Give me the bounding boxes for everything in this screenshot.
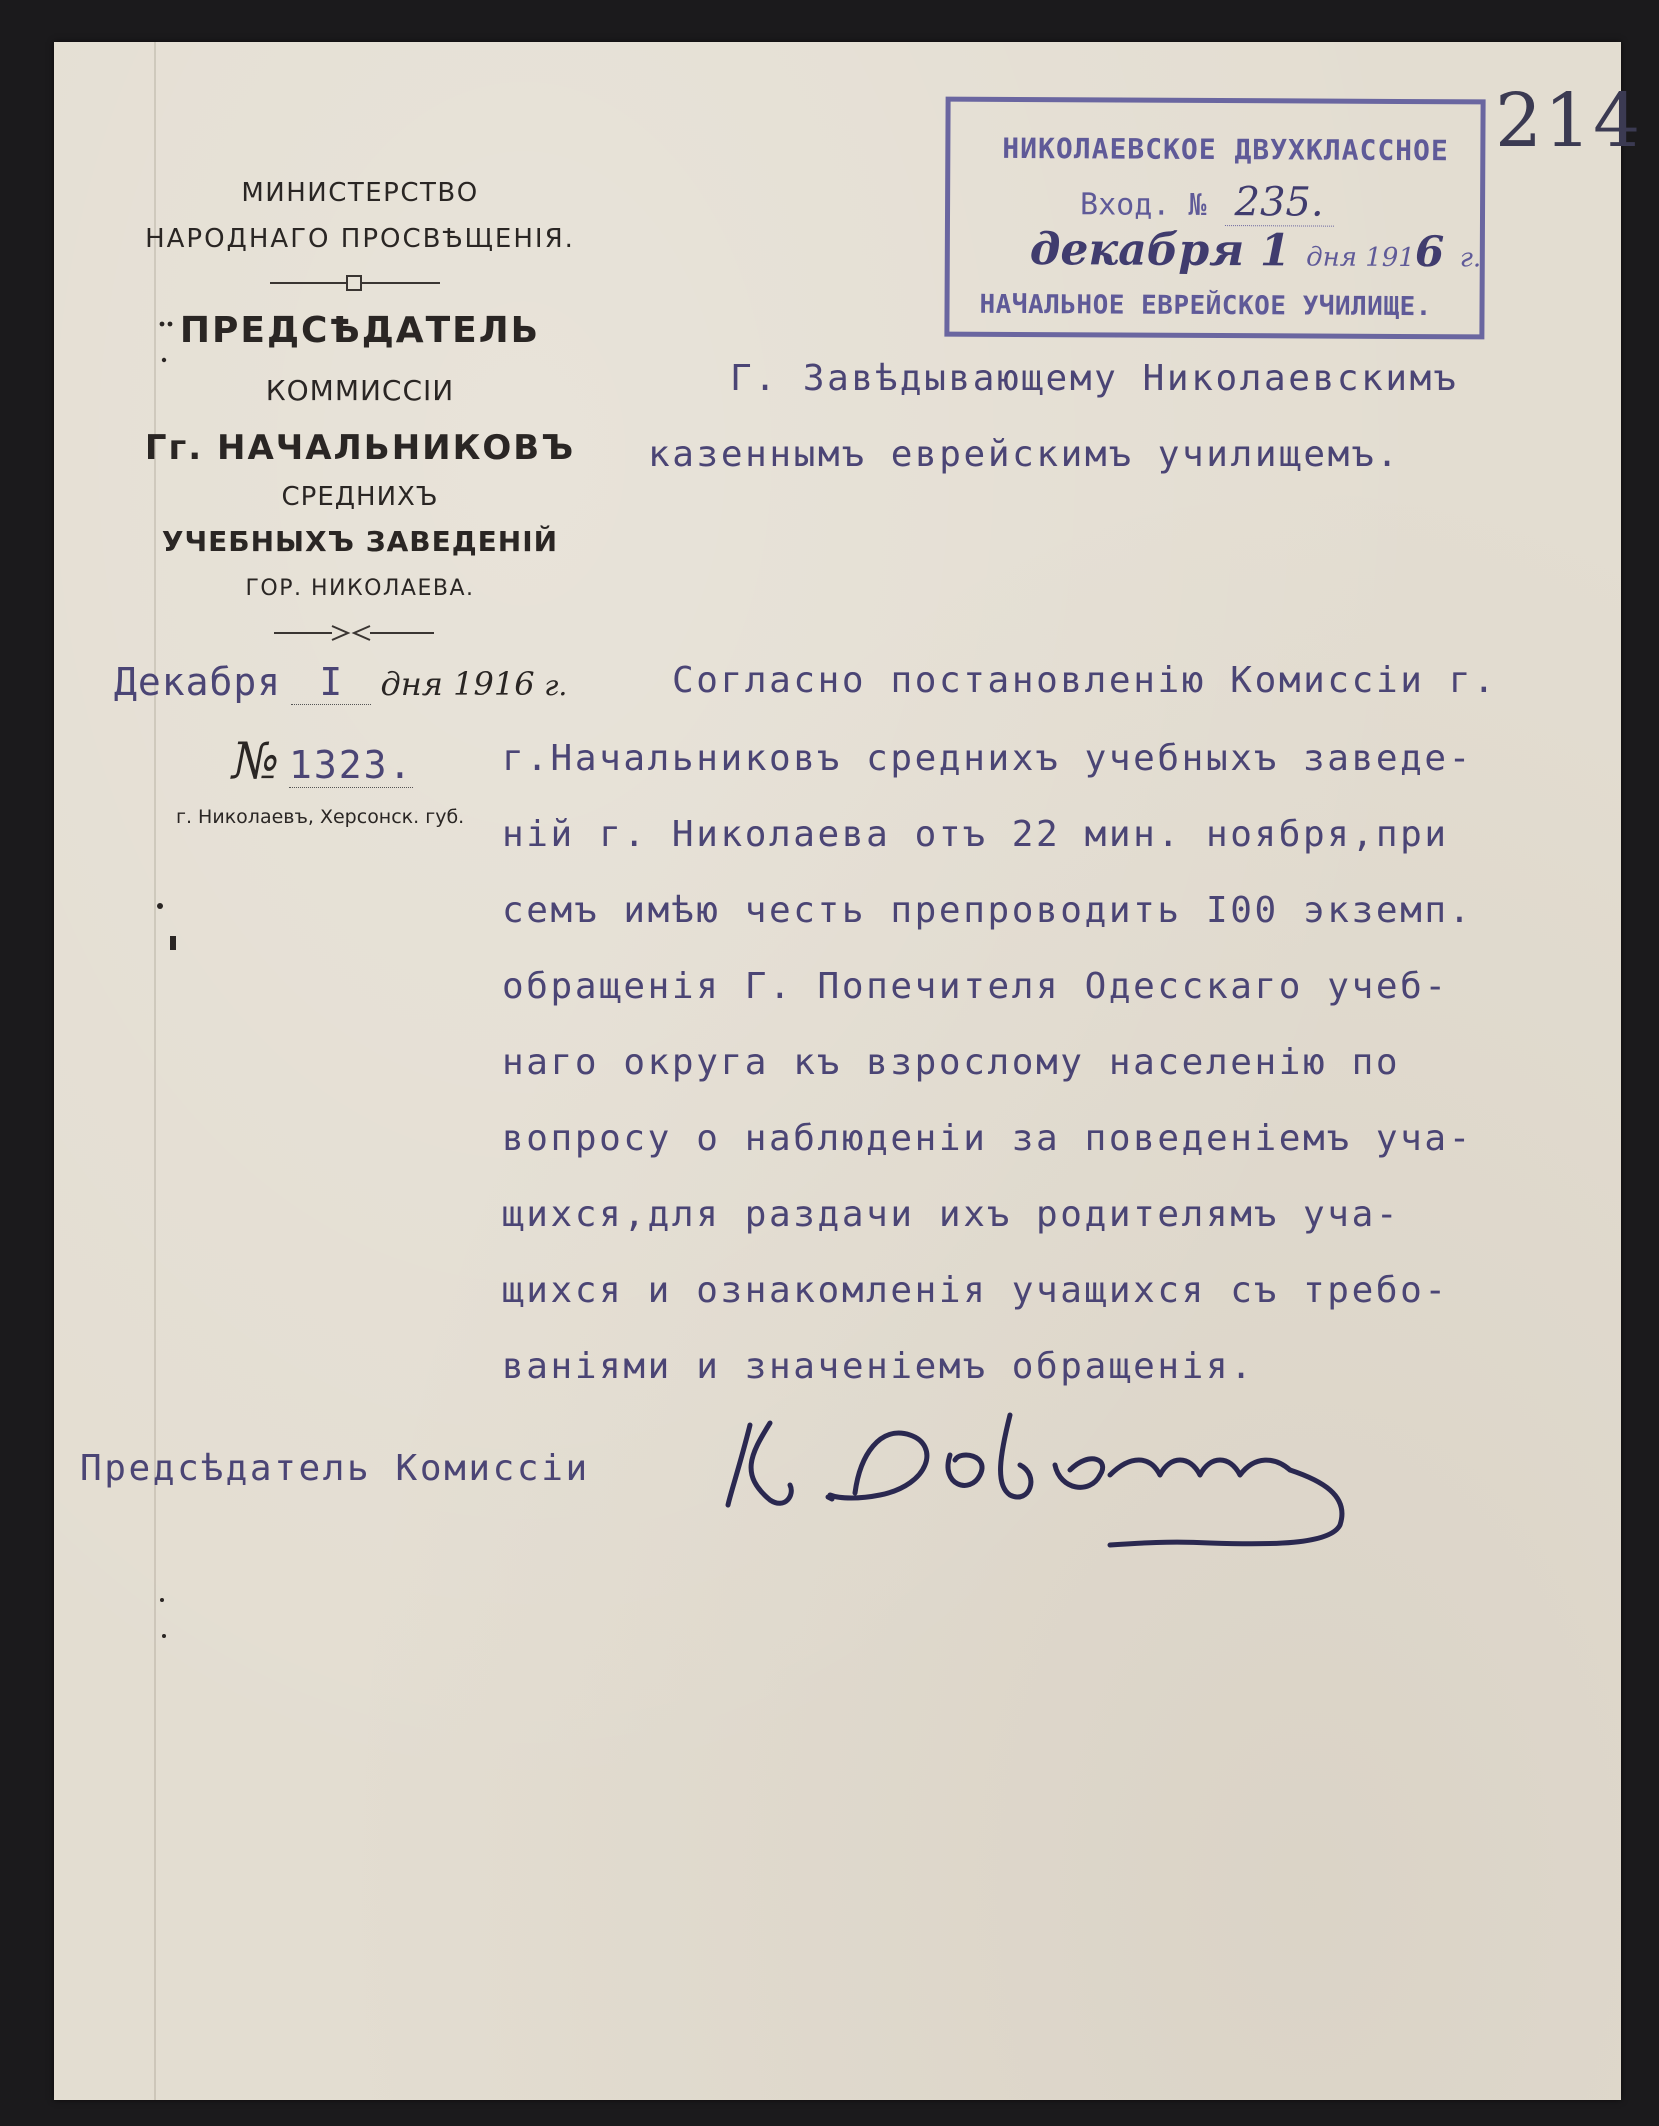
letterhead-institutions: УЧЕБНЫХЪ ЗАВЕДЕНІЙ (161, 525, 559, 558)
body-line-6: наго округа къ взрослому населенію по (502, 1042, 1401, 1083)
ornament-divider-bottom (274, 622, 434, 644)
body-line-3: ній г. Николаева отъ 22 мин. ноября,при (502, 814, 1449, 855)
letterhead-date-day: I (291, 660, 371, 705)
handwritten-signature (710, 1395, 1370, 1555)
stamp-entry-label: Вход. № (1079, 187, 1207, 223)
stamp-date (1030, 224, 1482, 277)
letterhead-city: ГОР. НИКОЛАЕВА. (245, 576, 475, 601)
body-line-9: щихся и ознакомленія учащихся съ требо- (502, 1270, 1449, 1311)
address-line-2: казеннымъ еврейскимъ училищемъ. (648, 434, 1401, 475)
stamp-date-day: 1 (1259, 225, 1291, 277)
body-line-1: Согласно постановленію Комиссіи г. (672, 660, 1498, 701)
number-sign: № (232, 732, 280, 790)
number-value: 1323. (288, 743, 414, 787)
ornament-divider-top (270, 272, 440, 294)
stamp-entry (1080, 178, 1334, 225)
address-line-1: Г. Завѣдывающему Николаевскимъ (730, 358, 1459, 399)
body-line-4: семъ имѣю честь препроводить I00 экземп. (502, 890, 1473, 931)
stamp-date-suffix: г. (1459, 243, 1482, 274)
stamp-line3: НАЧАЛЬНОЕ ЕВРЕЙСКОЕ УЧИЛИЩЕ. (979, 289, 1432, 323)
stamp-date-year-hand: 6 (1414, 227, 1445, 277)
body-line-10: ваніями и значеніемъ обращенія. (502, 1346, 1255, 1387)
body-line-5: обращенія Г. Попечителя Одесскаго учеб- (502, 966, 1449, 1007)
letterhead-chiefs: Гг. НАЧАЛЬНИКОВЪ (144, 428, 576, 468)
stamp-line1: НИКОЛАЕВСКОЕ ДВУХКЛАССНОЕ (1002, 131, 1449, 168)
letterhead-place: г. Николаевъ, Херсонск. губ. (176, 806, 465, 828)
stamp-date-daysword: дня 191 (1306, 242, 1415, 274)
body-line-7: вопросу о наблюденіи за поведеніемъ уча- (502, 1118, 1473, 1159)
incoming-registration-stamp (944, 97, 1485, 340)
letterhead-date-year-suffix: г. (544, 669, 568, 702)
letterhead-ministry-line1: МИНИСТЕРСТВО (241, 178, 479, 208)
page-number: 214 (1495, 78, 1643, 164)
letterhead-commission: КОММИССІИ (265, 374, 455, 407)
letterhead-number (232, 732, 413, 790)
signer-title: Предсѣдатель Комиссіи (80, 1448, 590, 1489)
letterhead-date-month: Декабря (114, 660, 282, 704)
body-line-2: г.Начальниковъ среднихъ учебныхъ заведе- (502, 738, 1473, 779)
stamp-date-month: декабря (1029, 224, 1245, 277)
letterhead-date-daysword: дня 1916 (380, 665, 535, 703)
stamp-entry-number: 235. (1224, 179, 1333, 227)
letterhead-ministry-line2: НАРОДНАГО ПРОСВѢЩЕНІЯ. (145, 224, 575, 254)
letterhead-middle: СРЕДНИХЪ (281, 482, 439, 512)
body-line-8: щихся,для раздачи ихъ родителямъ уча- (502, 1194, 1401, 1235)
margin-marks (150, 300, 190, 1700)
letterhead-title: ПРЕДСѢДАТЕЛЬ (179, 310, 541, 351)
